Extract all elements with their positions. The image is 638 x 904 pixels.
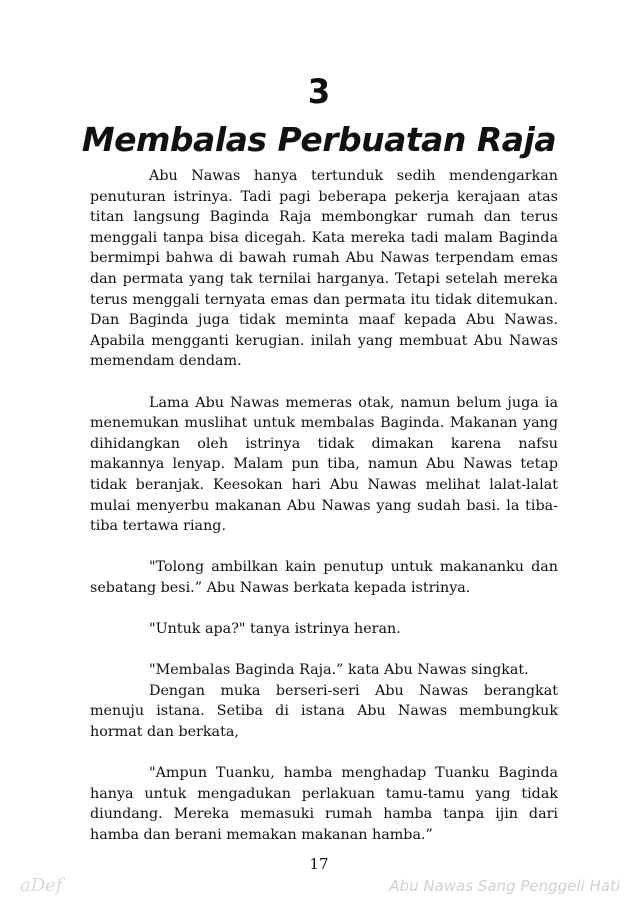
chapter-title: Membalas Perbuatan Raja xyxy=(81,120,557,159)
footer-book-title: Abu Nawas Sang Penggeli Hati xyxy=(389,877,620,895)
paragraph-7: "Ampun Tuanku, hamba menghadap Tuanku Baginda hanya untuk mengadukan perlakuan tamu-tamu yang tidak diundang. Mereka memasuki rumah hamba tanpa ijin dari hamba dan berani memakan makanan hamba.” xyxy=(90,765,558,843)
page-number: 17 xyxy=(309,855,329,873)
chapter-number: 3 xyxy=(307,72,331,112)
paragraph-3: "Tolong ambilkan kain penutup untuk makananku dan sebatang besi.” Abu Nawas berkata kepada istrinya. xyxy=(90,559,558,596)
footer-logo: aDef xyxy=(20,875,63,896)
paragraph-5: "Membalas Baginda Raja.” kata Abu Nawas singkat. xyxy=(149,662,529,679)
chapter-body xyxy=(90,166,558,846)
paragraph-4: "Untuk apa?" tanya istrinya heran. xyxy=(149,621,401,638)
paragraph-2: Lama Abu Nawas memeras otak, namun belum juga ia menemukan muslihat untuk membalas Baginda. Makanan yang dihidangkan oleh istrinya tidak dimakan karena nafsu makannya lenyap. Malam pun tiba, namun Abu Nawas tetap tidak beranjak. Keesokan hari Abu Nawas melihat lalat-lalat mulai menyerbu makanan Abu Nawas yang sudah basi. la tiba-tiba tertawa riang. xyxy=(90,394,558,535)
paragraph-6: Dengan muka berseri-seri Abu Nawas berangkat menuju istana. Setiba di istana Abu Nawas membungkuk hormat dan berkata, xyxy=(90,682,558,741)
paragraph-1: Abu Nawas hanya tertunduk sedih mendengarkan penuturan istrinya. Tadi pagi beberapa pekerja kerajaan atas titan langsung Baginda Raja membongkar rumah dan terus menggali tanpa bisa dicegah. Kata mereka tadi malam Baginda bermimpi bahwa di bawah rumah Abu Nawas terpendam emas dan permata yang tak ternilai harganya. Tetapi setelah mereka terus menggali ternyata emas dan permata itu tidak ditemukan. Dan Baginda juga tidak meminta maaf kepada Abu Nawas. Apabila mengganti kerugian. inilah yang membuat Abu Nawas memendam dendam. xyxy=(90,168,558,370)
